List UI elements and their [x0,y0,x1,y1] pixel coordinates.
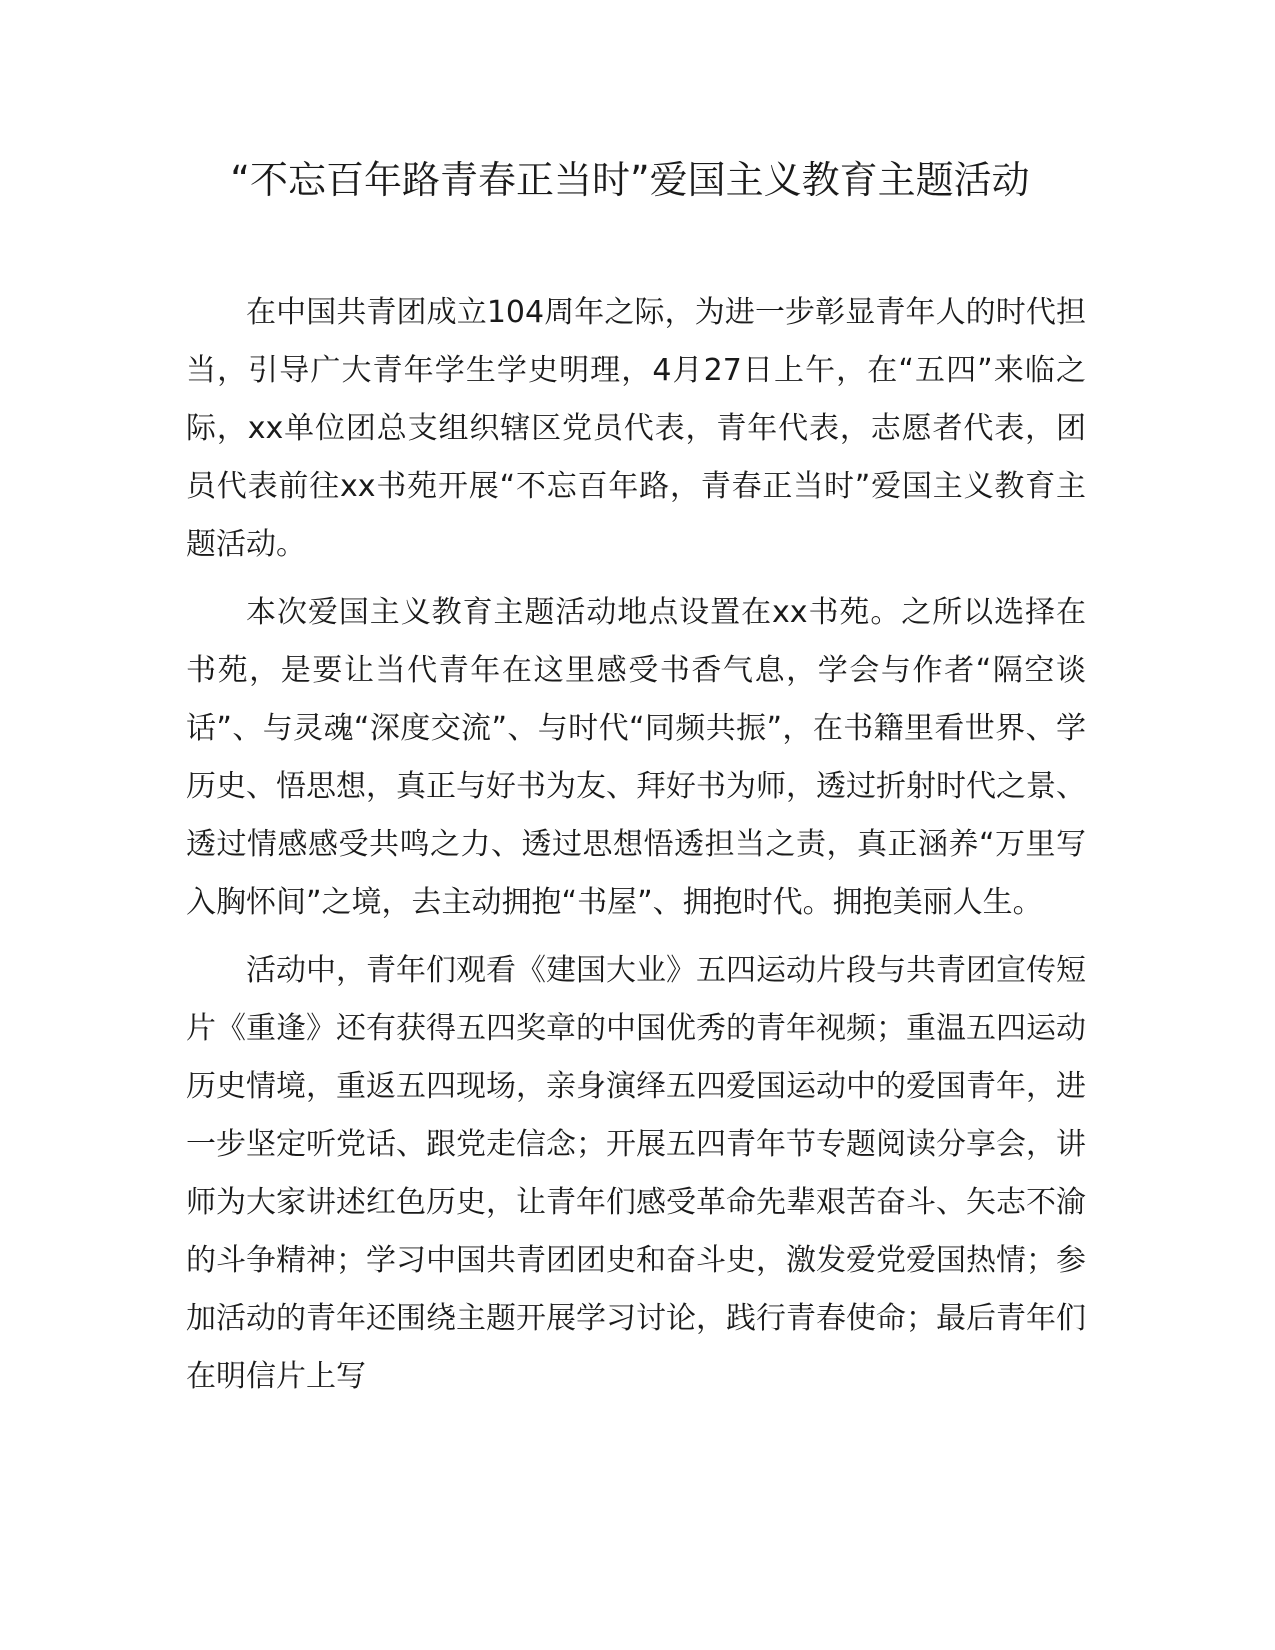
document-title: “不忘百年路青春正当时”爱国主义教育主题活动 [230,158,1030,202]
document-body [186,284,1086,1416]
paragraph-1: 在中国共青团成立104周年之际，为进一步彰显青年人的时代担当，引导广大青年学生学史明理，4月27日上午，在“五四”来临之际，xx单位团总支组织辖区党员代表，青年代表，志愿者代表，团员代表前往xx书苑开展“不忘百年路，青春正当时”爱国主义教育主题活动。 [186,295,1086,562]
paragraph-2: 本次爱国主义教育主题活动地点设置在xx书苑。之所以选择在书苑，是要让当代青年在这里感受书香气息，学会与作者“隔空谈话”、与灵魂“深度交流”、与时代“同频共振”，在书籍里看世界、学历史、悟思想，真正与好书为友、拜好书为师，透过折射时代之景、透过情感感受共鸣之力、透过思想悟透担当之责，真正涵养“万里写入胸怀间”之境，去主动拥抱“书屋”、拥抱时代。拥抱美丽人生。 [186,595,1086,920]
paragraph-3: 活动中，青年们观看《建国大业》五四运动片段与共青团宣传短片《重逢》还有获得五四奖章的中国优秀的青年视频；重温五四运动历史情境，重返五四现场，亲身演绎五四爱国运动中的爱国青年，进一步坚定听党话、跟党走信念；开展五四青年节专题阅读分享会，讲师为大家讲述红色历史，让青年们感受革命先辈艰苦奋斗、矢志不渝的斗争精神；学习中国共青团团史和奋斗史，激发爱党爱国热情；参加活动的青年还围绕主题开展学习讨论，践行青春使命；最后青年们在明信片上写 [186,953,1086,1394]
